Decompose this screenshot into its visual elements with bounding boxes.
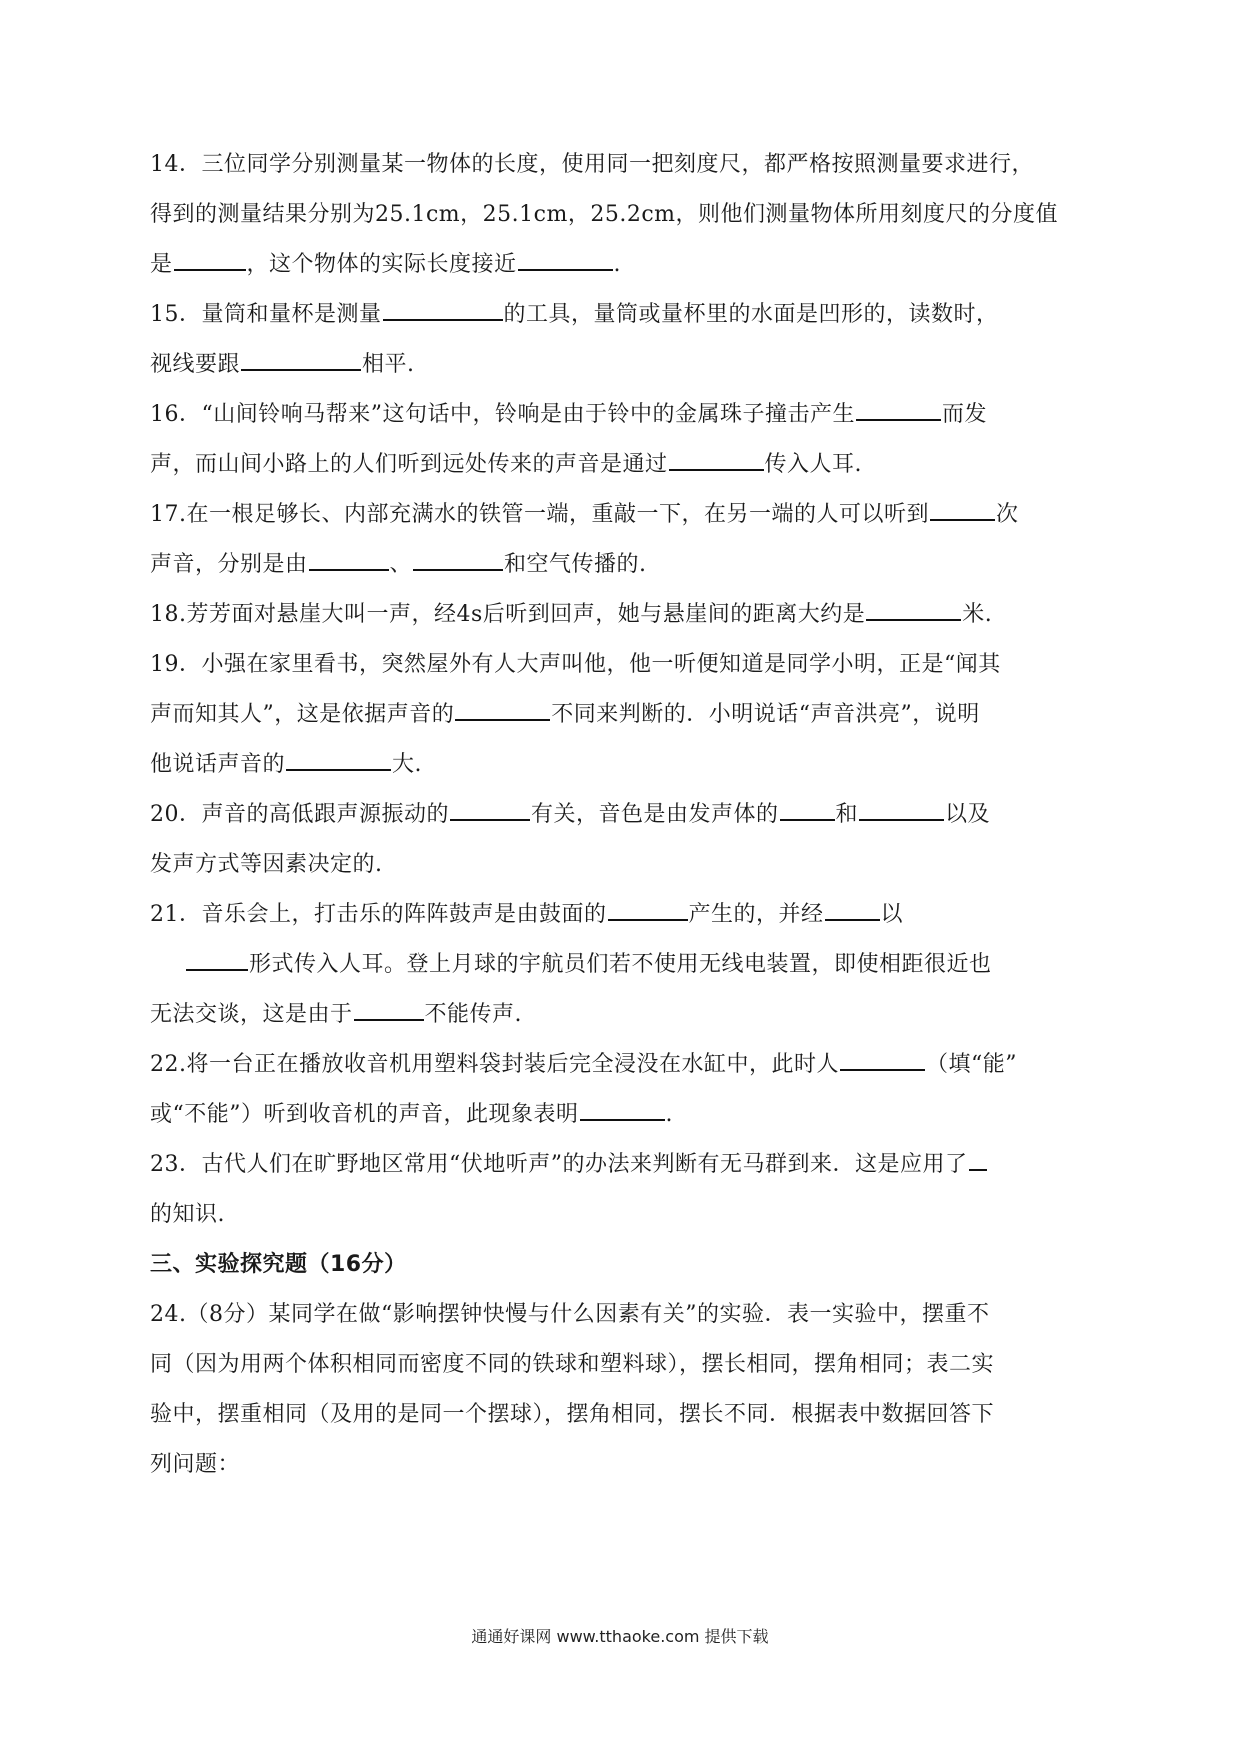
- section-3-heading: 三、实验探究题（16分）: [150, 1252, 407, 1277]
- q14-line-2: 得到的测量结果分别为25.1cm，25.1cm，25.2cm，则他们测量物体所用刻度尺的分度值: [150, 202, 1059, 227]
- q20-blank-3[interactable]: [859, 801, 944, 821]
- q14-line-1: 14．三位同学分别测量某一物体的长度，使用同一把刻度尺，都严格按照测量要求进行，: [150, 152, 1034, 177]
- q16-line-1: 16．“山间铃响马帮来”这句话中，铃响是由于铃中的金属珠子撞击产生 而发: [150, 402, 988, 427]
- q20-blank-2[interactable]: [780, 801, 835, 821]
- q23-line-2: 的知识.: [150, 1202, 225, 1227]
- exam-page: [150, 140, 1100, 1490]
- q21-line-1: 21．音乐会上，打击乐的阵阵鼓声是由鼓面的 产生的，并经 以: [150, 902, 904, 927]
- q14-blank-1[interactable]: [174, 251, 246, 271]
- q20-line-1: 20．声音的高低跟声源振动的 有关，音色是由发声体的 和 以及: [150, 802, 991, 827]
- q18-blank-1[interactable]: [866, 601, 961, 621]
- q17-blank-1[interactable]: [930, 501, 995, 521]
- q16-blank-1[interactable]: [856, 401, 941, 421]
- q19-line-1: 19．小强在家里看书，突然屋外有人大声叫他，他一听便知道是同学小明，正是“闻其: [150, 652, 1001, 677]
- q22-blank-1[interactable]: [840, 1051, 925, 1071]
- q18-line-1: 18.芳芳面对悬崖大叫一声，经4s后听到回声，她与悬崖间的距离大约是 米.: [150, 602, 993, 627]
- q21-blank-4[interactable]: [354, 1001, 424, 1021]
- q22-line-1: 22.将一台正在播放收音机用塑料袋封装后完全浸没在水缸中，此时人 （填“能”: [150, 1052, 1017, 1077]
- q21-blank-1[interactable]: [608, 901, 688, 921]
- q24-line-1: 24.（8分）某同学在做“影响摆钟快慢与什么因素有关”的实验．表一实验中，摆重不: [150, 1302, 990, 1327]
- q15-line-2: 视线要跟 相平.: [150, 352, 415, 377]
- q15-line-1: 15．量筒和量杯是测量 的工具，量筒或量杯里的水面是凹形的，读数时，: [150, 302, 999, 327]
- q14-blank-2[interactable]: [518, 251, 613, 271]
- q15-blank-2[interactable]: [241, 351, 361, 371]
- q20-line-2: 发声方式等因素决定的.: [150, 852, 383, 877]
- q19-line-2: 声而知其人”，这是依据声音的 不同来判断的．小明说话“声音洪亮”，说明: [150, 702, 980, 727]
- q17-blank-2[interactable]: [309, 551, 389, 571]
- q21-blank-3[interactable]: [186, 951, 248, 971]
- q19-blank-1[interactable]: [455, 701, 550, 721]
- q15-blank-1[interactable]: [383, 301, 503, 321]
- q23-line-1: 23．古代人们在旷野地区常用“伏地听声”的办法来判断有无马群到来．这是应用了: [150, 1140, 1100, 1190]
- q24-line-4: 列问题：: [150, 1452, 241, 1477]
- q19-line-3: 他说话声音的 大.: [150, 752, 423, 777]
- q24-line-3: 验中，摆重相同（及用的是同一个摆球），摆角相同，摆长不同．根据表中数据回答下: [150, 1402, 995, 1427]
- q19-blank-2[interactable]: [286, 751, 391, 771]
- q21-line-3: 无法交谈，这是由于 不能传声.: [150, 1002, 523, 1027]
- q21-blank-2[interactable]: [825, 901, 880, 921]
- q23-blank-1[interactable]: [969, 1151, 987, 1171]
- q17-line-1: 17.在一根足够长、内部充满水的铁管一端，重敲一下，在另一端的人可以听到 次: [150, 502, 1019, 527]
- q14-line-3: 是 ，这个物体的实际长度接近 .: [150, 252, 622, 277]
- q21-line-2: 形式传入人耳。登上月球的宇航员们若不使用无线电装置，即使相距很近也: [150, 940, 1100, 990]
- q22-line-2: 或“不能”）听到收音机的声音，此现象表明 .: [150, 1102, 673, 1127]
- q17-blank-3[interactable]: [413, 551, 503, 571]
- q22-blank-2[interactable]: [580, 1101, 665, 1121]
- page-footer: 通通好课网 www.tthaoke.com 提供下载: [471, 1627, 769, 1646]
- q16-line-2: 声，而山间小路上的人们听到远处传来的声音是通过 传入人耳.: [150, 452, 863, 477]
- q16-blank-2[interactable]: [669, 451, 764, 471]
- q20-blank-1[interactable]: [450, 801, 530, 821]
- q17-line-2: 声音，分别是由 、 和空气传播的.: [150, 552, 647, 577]
- q24-line-2: 同（因为用两个体积相同而密度不同的铁球和塑料球），摆长相同，摆角相同；表二实: [150, 1352, 995, 1377]
